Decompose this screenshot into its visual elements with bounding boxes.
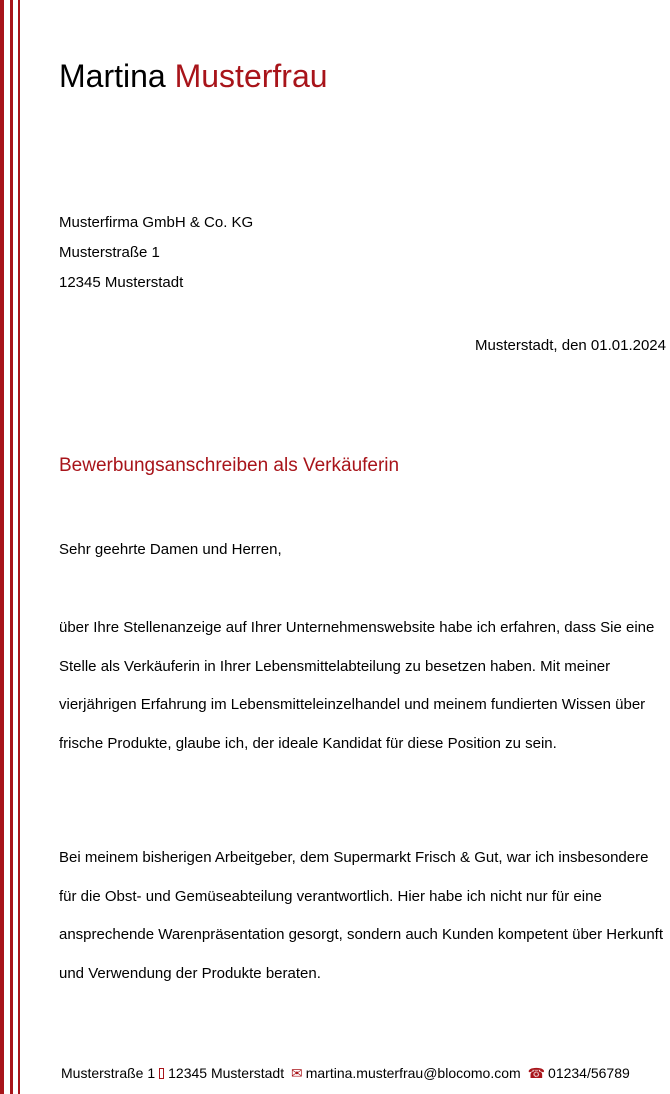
recipient-address bbox=[59, 208, 253, 298]
footer-contact bbox=[61, 1063, 630, 1083]
body-paragraph-1: über Ihre Stellenanzeige auf Ihrer Unternehmenswebsite habe ich erfahren, dass Sie eine Stelle als Verkäuferin in Ihrer Lebensmittelabteilung zu besetzen haben. Mit meiner vierjährigen Erfahrung im Lebensmitteleinzelhandel und meinem fundierten Wissen über frische Produkte, glaube ich, der ideale Kandidat für diese Position zu sein. bbox=[59, 619, 655, 752]
recipient-street: Musterstraße 1 bbox=[59, 244, 160, 261]
separator-icon bbox=[159, 1068, 164, 1079]
last-name: Musterfrau bbox=[174, 58, 328, 94]
footer-city: 12345 Musterstadt bbox=[168, 1065, 285, 1081]
subject-line: Bewerbungsanschreiben als Verkäuferin bbox=[59, 455, 400, 476]
body-paragraph-2: Bei meinem bisherigen Arbeitgeber, dem Supermarkt Frisch & Gut, war ich insbesondere für die Obst- und Gemüseabteilung verantwortlich. Hier habe ich nicht nur für eine ansprechende Warenpräsentation gesorgt, sondern auch Kunden kompetent über Herkunft und Verwendung der Produkte beraten. bbox=[59, 849, 663, 982]
decorative-line-1 bbox=[0, 0, 4, 1094]
sender-name bbox=[59, 56, 328, 96]
date-line: Musterstadt, den 01.01.2024 bbox=[475, 337, 666, 354]
footer-email[interactable]: martina.musterfrau@blocomo.com bbox=[305, 1065, 521, 1081]
first-name: Martina bbox=[59, 58, 166, 94]
envelope-icon: ✉ bbox=[291, 1065, 303, 1081]
decorative-line-3 bbox=[18, 0, 20, 1094]
telephone-icon: ☎ bbox=[527, 1065, 546, 1081]
recipient-company: Musterfirma GmbH & Co. KG bbox=[59, 214, 254, 231]
salutation: Sehr geehrte Damen und Herren, bbox=[59, 541, 282, 558]
footer-street: Musterstraße 1 bbox=[61, 1065, 156, 1081]
footer-phone[interactable]: 01234/56789 bbox=[548, 1065, 630, 1081]
recipient-city: 12345 Musterstadt bbox=[59, 274, 184, 291]
decorative-line-2 bbox=[10, 0, 13, 1094]
